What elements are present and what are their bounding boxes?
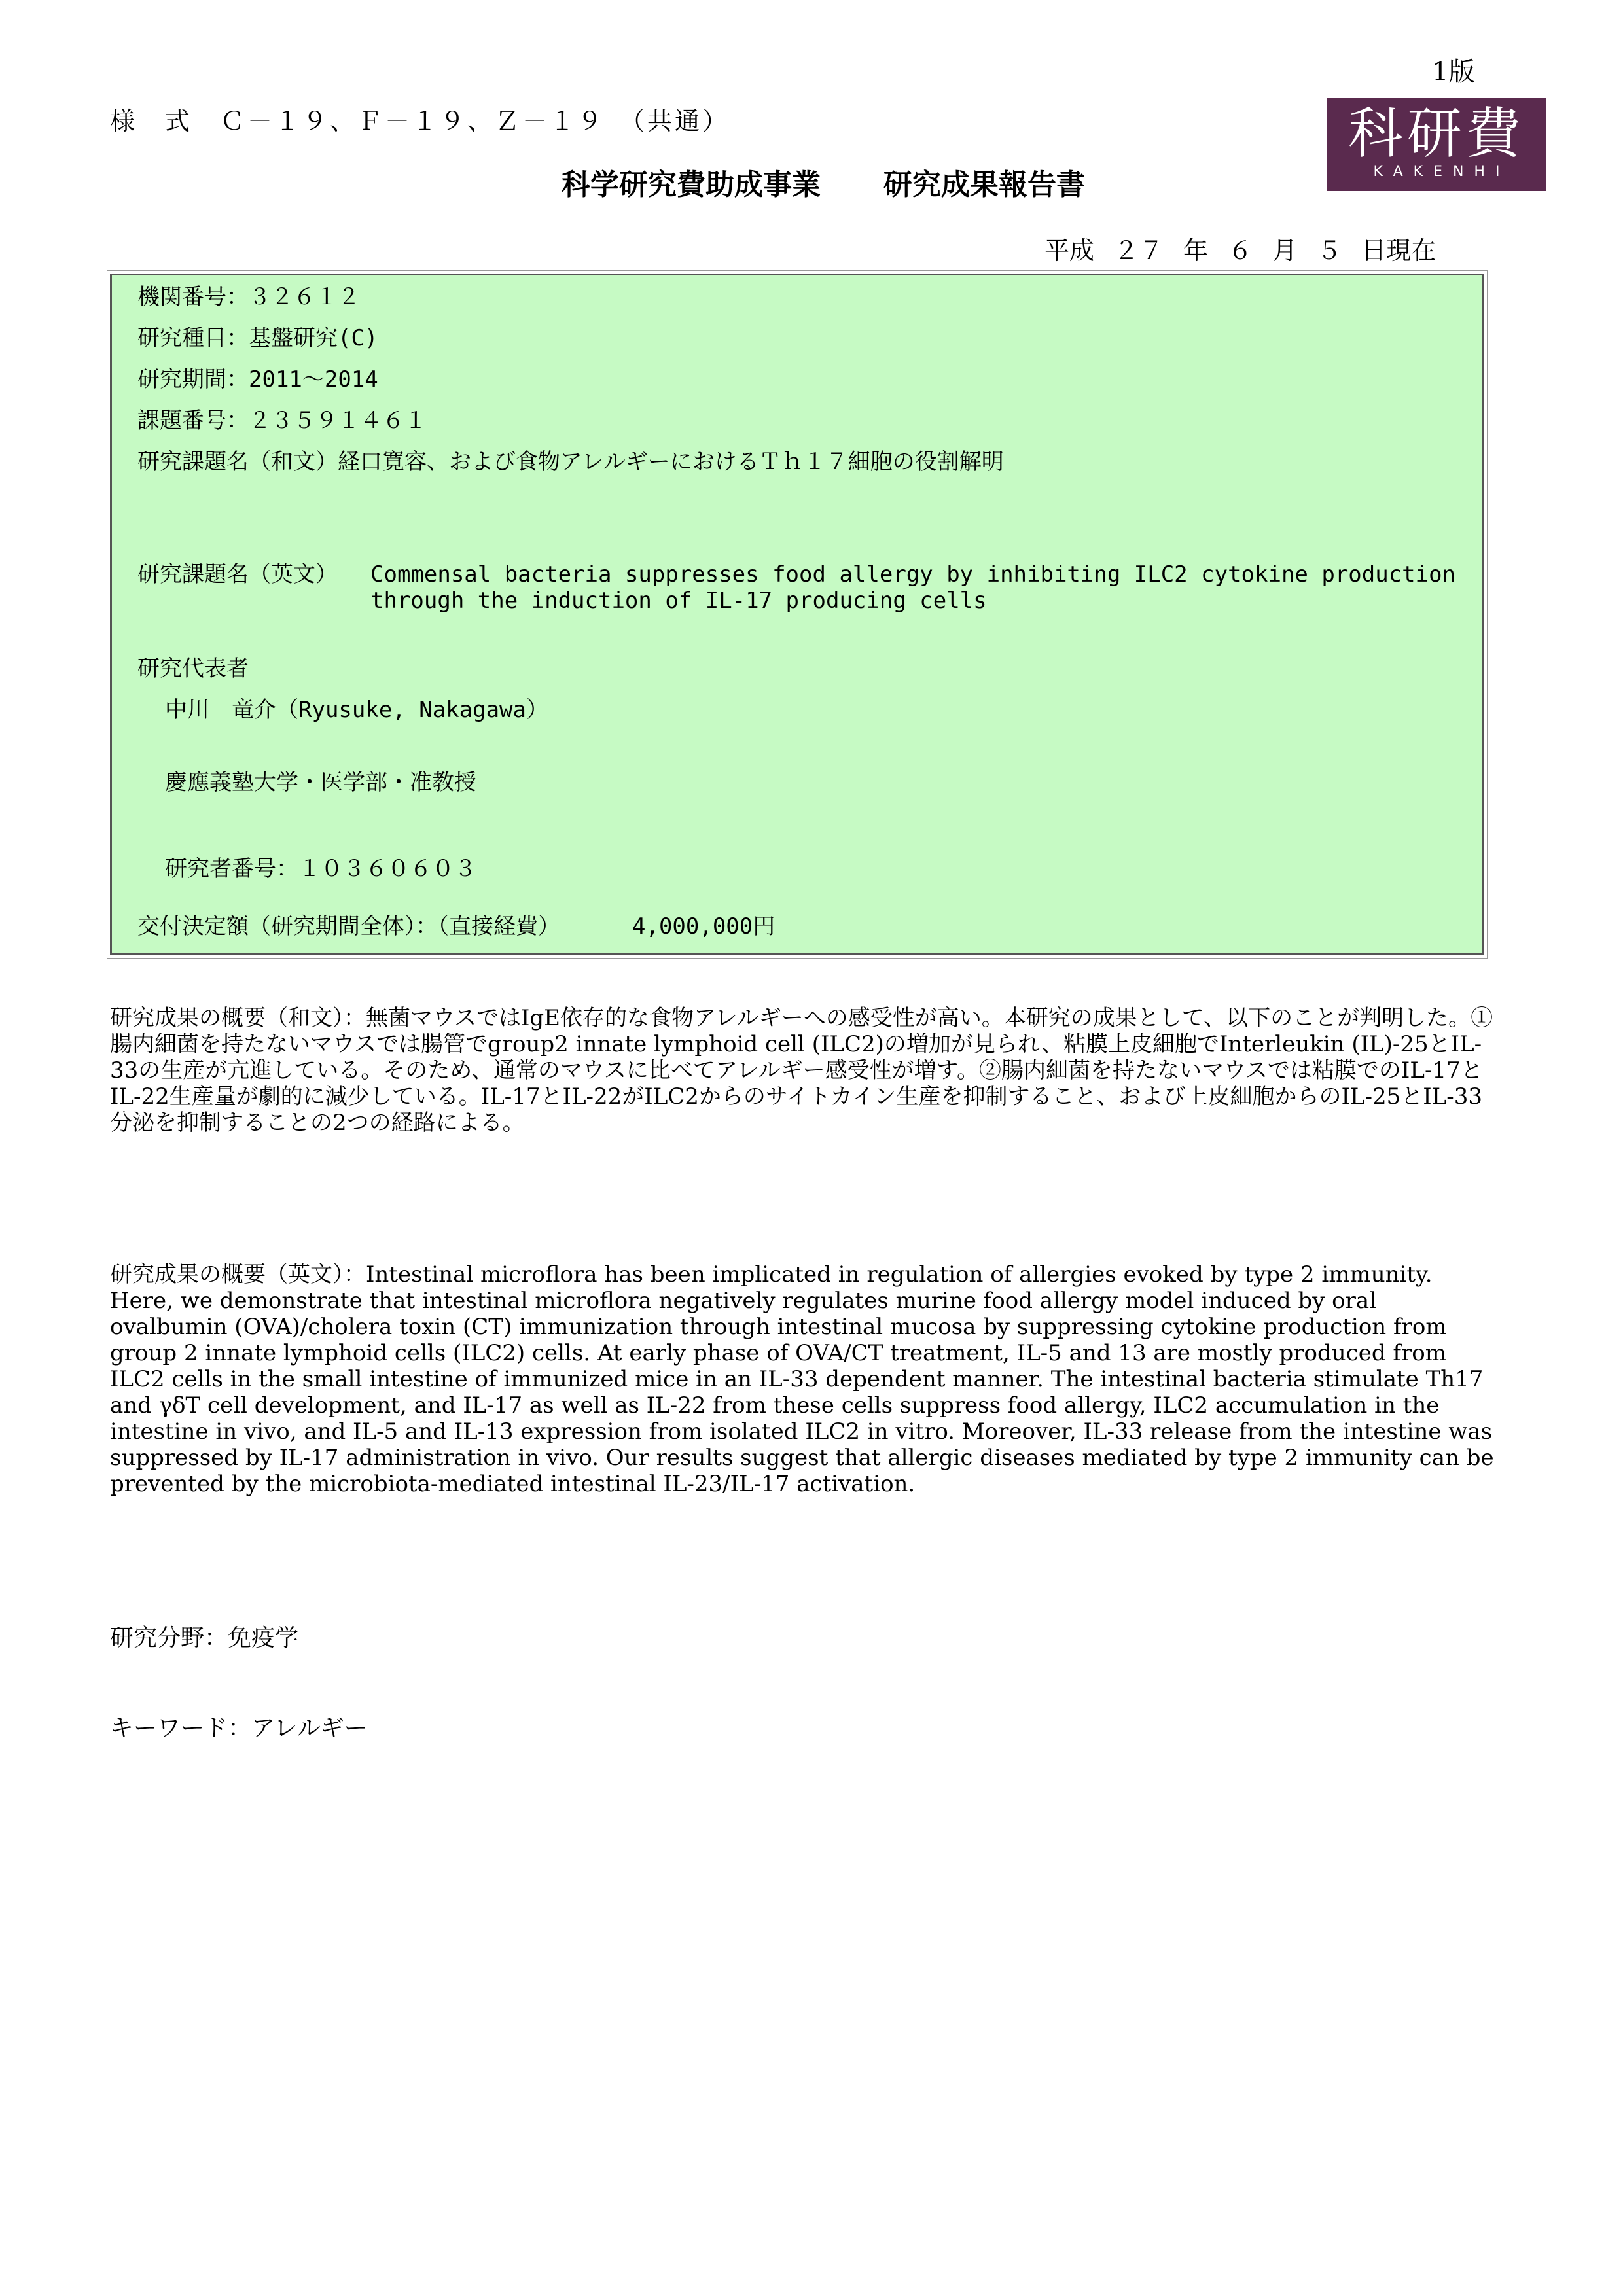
grant-amount-value: 4,000,000円 [632, 913, 776, 940]
report-date [1044, 230, 1455, 266]
project-title-en-value: Commensal bacteria suppresses food allergy by inhibiting ILC2 cytokine production through the induction of IL-17 producing cells [370, 561, 1456, 614]
edition-label: 1版 [1432, 57, 1475, 87]
logo-kanji: 科研費 [1347, 101, 1525, 166]
summary-japanese [110, 1005, 1497, 1136]
project-title-en-label: 研究課題名（英文） [137, 561, 338, 588]
research-type-value: 基盤研究(C) [249, 325, 378, 351]
grant-amount [137, 913, 775, 940]
researcher-number-value: １０３６０６０３ [298, 856, 476, 882]
institution-number-value: ３２６１２ [249, 284, 360, 310]
institution-number [137, 284, 360, 310]
representative-affiliation: 慶應義塾大学・医学部・准教授 [165, 769, 476, 796]
grant-amount-label: 交付決定額（研究期間全体）：（直接経費） [137, 913, 560, 940]
project-title-ja-label: 研究課題名（和文） [137, 449, 338, 475]
project-number [137, 408, 427, 434]
summary-english [110, 1262, 1497, 1497]
title-report: 研究成果報告書 [883, 168, 1085, 202]
summary-english-text: Intestinal microflora has been implicated in regulation of allergies evoked by type 2 immunity. Here, we demonstrate that intestinal microflora negatively regulates murine food allergy model induced by oral ovalbumin (OVA)/cholera toxin (CT) immunization through intestinal mucosa by suppressing cytokine production from group 2 innate lymphoid cells (ILC2) cells. At early phase of OVA/CT treatment, IL-5 and 13 are mostly produced from ILC2 cells in the small intestine of immunized mice in an IL-33 dependent manner. The intestinal bacteria stimulate Th17 and γδT cell development, and IL-17 as well as IL-22 from these cells suppress food allergy, ILC2 accumulation in the intestine in vivo, and IL-5 and IL-13 expression from isolated ILC2 in vitro. Moreover, IL-33 release from the intestine was suppressed by IL-17 administration in vivo. Our results suggest that allergic diseases mediated by type 2 immunity can be prevented by the microbiota-mediated intestinal IL-23/IL-17 activation. [110, 1262, 1494, 1497]
form-code: 様 式 Ｃ－１９、Ｆ－１９、Ｚ－１９ （共通） [110, 107, 730, 135]
project-title-ja-value: 経口寛容、および食物アレルギーにおけるＴｈ１７細胞の役割解明 [338, 449, 1004, 475]
representative-name: 中川 竜介（Ryusuke, Nakagawa） [165, 697, 548, 723]
summary-english-label: 研究成果の概要（英文）： [110, 1262, 366, 1288]
logo-romaji: KAKENHI [1373, 164, 1510, 180]
keywords-label: キーワード： [110, 1715, 252, 1742]
keywords-value: アレルギー [251, 1715, 368, 1742]
date-era: 平成 [1044, 236, 1095, 265]
document-title [562, 161, 1085, 203]
date-year-unit: 年 [1183, 236, 1209, 265]
project-title-en [137, 561, 1472, 614]
title-program: 科学研究費助成事業 [562, 168, 821, 202]
summary-japanese-label: 研究成果の概要（和文）： [110, 1005, 366, 1031]
representative-label: 研究代表者 [137, 656, 249, 682]
research-period-label: 研究期間： [137, 366, 249, 393]
date-day: ５ [1317, 236, 1342, 265]
research-period [137, 366, 378, 393]
research-type [137, 325, 378, 351]
research-period-value: 2011～2014 [249, 366, 378, 393]
research-field [110, 1625, 298, 1651]
institution-number-label: 機関番号： [137, 284, 249, 310]
research-type-label: 研究種目： [137, 325, 249, 351]
kakenhi-logo [1327, 98, 1546, 191]
research-field-value: 免疫学 [228, 1625, 299, 1651]
research-field-label: 研究分野： [110, 1625, 228, 1651]
researcher-number [165, 856, 476, 882]
date-day-unit: 日現在 [1361, 236, 1436, 265]
project-title-ja [137, 449, 1004, 475]
project-number-label: 課題番号： [137, 408, 249, 434]
project-number-value: ２３５９１４６１ [249, 408, 427, 434]
summary-japanese-text: 無菌マウスではIgE依存的な食物アレルギーへの感受性が高い。本研究の成果として、以下のことが判明した。①腸内細菌を持たないマウスでは腸管でgroup2 innate lymphoid cell (ILC2)の増加が見られ、粘膜上皮細胞でInterleukin (IL)-25とIL-33の生産が亢進している。そのため、通常のマウスに比べてアレルギー感受性が増す。②腸内細菌を持たないマウスでは粘膜でのIL-17とIL-22生産量が劇的に減少している。IL-17とIL-22がILC2からのサイトカイン生産を抑制すること、および上皮細胞からのIL-25とIL-33分泌を抑制することの2つの経路による。 [110, 1005, 1493, 1136]
date-year: ２７ [1114, 236, 1164, 265]
date-month: ６ [1228, 236, 1253, 265]
researcher-number-label: 研究者番号： [165, 856, 298, 882]
date-month-unit: 月 [1272, 236, 1298, 265]
keywords [110, 1716, 368, 1742]
